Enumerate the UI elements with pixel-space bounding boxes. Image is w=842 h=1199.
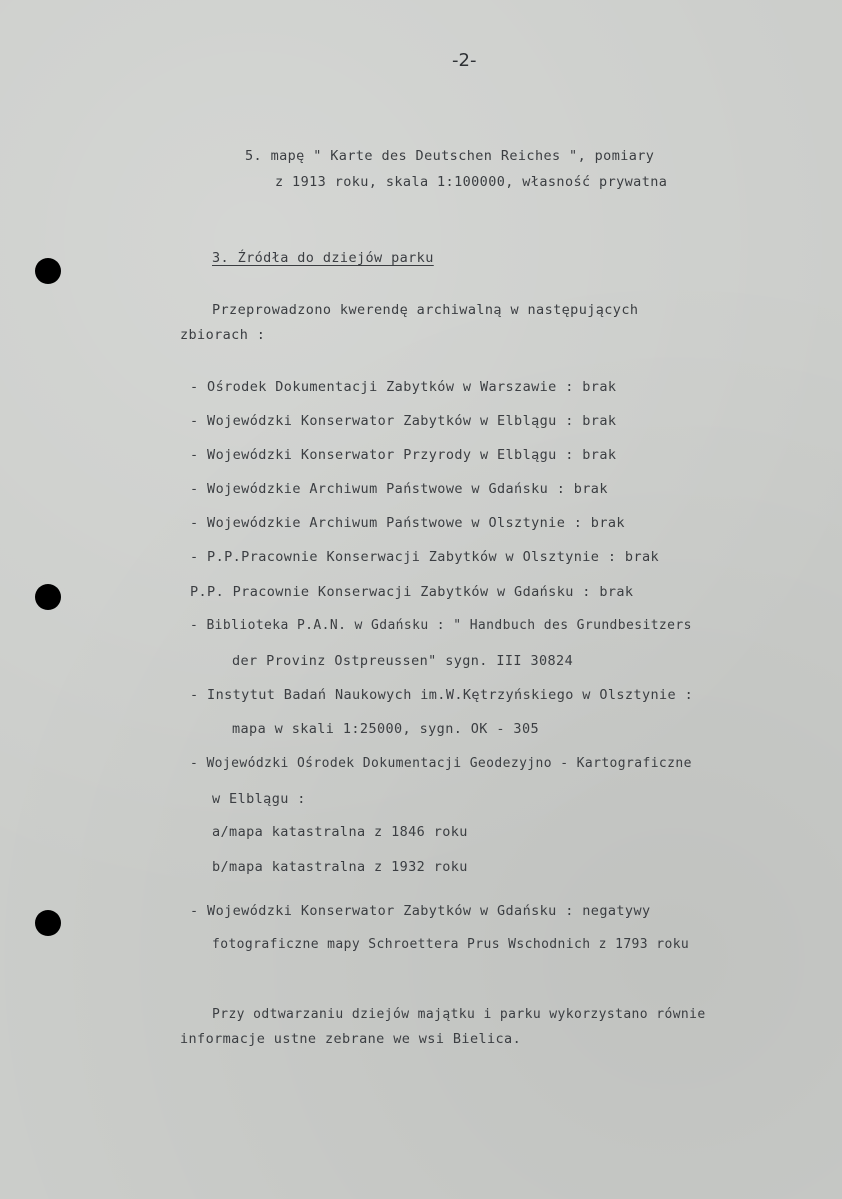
archive-entry: - Wojewódzkie Archiwum Państwowe w Olsztynie : brak: [190, 515, 625, 531]
punch-hole: [35, 910, 61, 936]
archive-sub-entry: a/mapa katastralna z 1846 roku: [212, 824, 468, 840]
archive-entry: - Wojewódzki Ośrodek Dokumentacji Geodezyjno - Kartograficzne: [190, 756, 692, 771]
archive-entry: - Wojewódzki Konserwator Zabytków w Gdańsku : negatywy: [190, 903, 651, 919]
archive-entry: - Wojewódzki Konserwator Zabytków w Elblągu : brak: [190, 413, 617, 429]
map-item-line-1: 5. mapę " Karte des Deutschen Reiches ", pomiary: [245, 148, 655, 164]
archive-entry: - Wojewódzkie Archiwum Państwowe w Gdańsku : brak: [190, 481, 608, 497]
archive-entry: - Ośrodek Dokumentacji Zabytków w Warszawie : brak: [190, 379, 617, 395]
intro-line-1: Przeprowadzono kwerendę archiwalną w następujących: [212, 302, 639, 318]
archive-entry-continuation: mapa w skali 1:25000, sygn. OK - 305: [232, 721, 539, 737]
punch-hole: [35, 258, 61, 284]
intro-line-2: zbiorach :: [180, 327, 266, 343]
archive-entry: P.P. Pracownie Konserwacji Zabytków w Gdańsku : brak: [190, 584, 634, 600]
closing-line-2: informacje ustne zebrane we wsi Bielica.: [180, 1031, 522, 1047]
archive-entry-continuation: fotograficzne mapy Schroettera Prus Wschodnich z 1793 roku: [212, 937, 690, 952]
map-item-line-2: z 1913 roku, skala 1:100000, własność prywatna: [275, 174, 668, 190]
archive-entry-continuation: der Provinz Ostpreussen" sygn. III 30824: [232, 653, 574, 669]
section-heading: 3. Źródła do dziejów parku: [212, 250, 434, 266]
punch-hole: [35, 584, 61, 610]
archive-entry: - Instytut Badań Naukowych im.W.Kętrzyńskiego w Olsztynie :: [190, 687, 694, 703]
archive-entry: - P.P.Pracownie Konserwacji Zabytków w Olsztynie : brak: [190, 549, 660, 565]
page-number: -2-: [452, 50, 477, 71]
archive-entry: - Biblioteka P.A.N. w Gdańsku : " Handbuch des Grundbesitzers: [190, 618, 692, 633]
closing-line-1: Przy odtwarzaniu dziejów majątku i parku wykorzystano równie: [212, 1007, 706, 1022]
archive-sub-entry: b/mapa katastralna z 1932 roku: [212, 859, 468, 875]
archive-entry: - Wojewódzki Konserwator Przyrody w Elblągu : brak: [190, 447, 617, 463]
archive-entry-continuation: w Elblągu :: [212, 791, 306, 807]
